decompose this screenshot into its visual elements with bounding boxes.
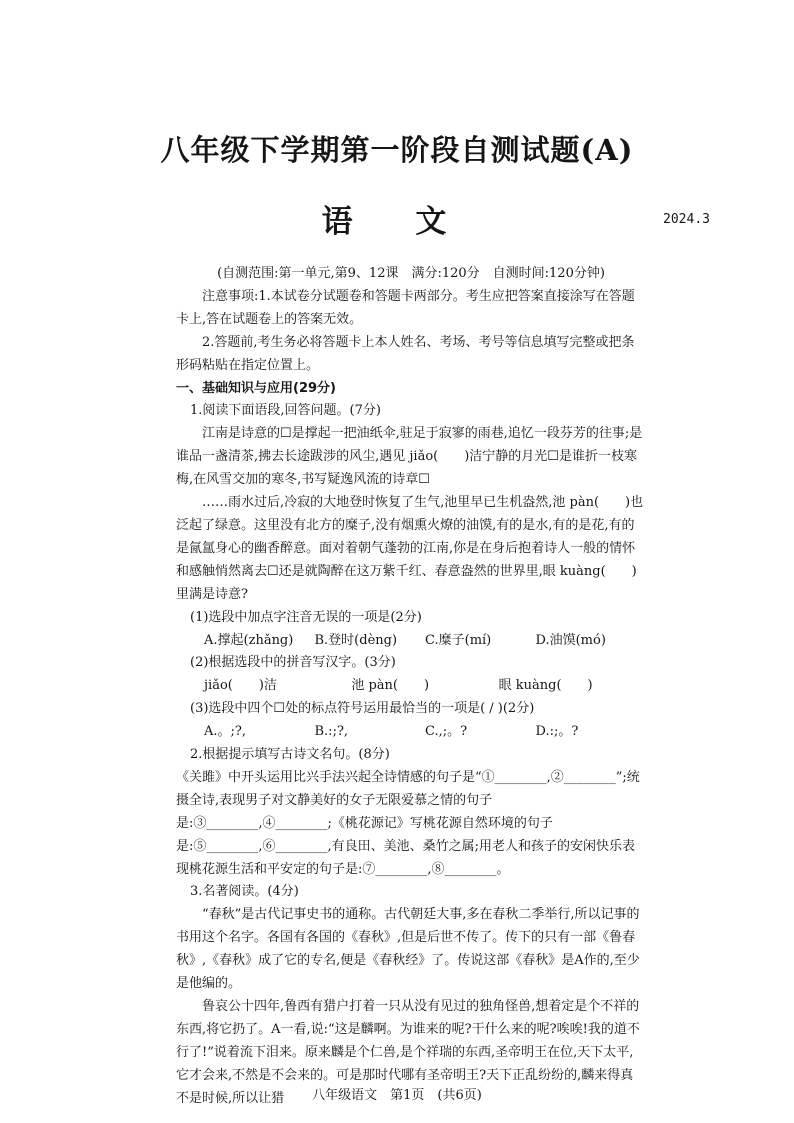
q2-stem: 2.根据提示填写古诗文名句。(8分) (190, 747, 390, 763)
q3-stem: 3.名著阅读。(4分) (190, 884, 299, 900)
q1-sub1-stem: (1)选段中加点字注音无误的一项是(2分) (190, 609, 422, 625)
section-1-heading: 一、基础知识与应用(29分) (176, 380, 336, 396)
exam-content (176, 263, 646, 1111)
option-b: B.:;?, (314, 724, 349, 740)
page-footer: 八年级语文 第1页 (共6页) (312, 1088, 482, 1103)
pinyin-item: jiǎo( )洁 (204, 678, 277, 694)
option-d: D.油馍(mó) (535, 632, 606, 648)
q1-passage-1: 江南是诗意的☐是撑起一把油纸伞,驻足于寂寥的雨巷,追忆一段芬芳的往事;是谁品一盏清茶,拂去长途跋涉的风尘,遇见 jiǎo( )洁宁静的月光☐是谁折一枝寒梅,在风雪交加的寒冬,书写疑逸风流的诗章☐ (176, 426, 643, 488)
q1-sub3-options (176, 721, 646, 744)
option-d: D.:;。? (535, 724, 579, 740)
q2-body: 《关雎》中开头运用比兴手法兴起全诗情感的句子是“①________,②________”;统摄全诗,表现男子对文静美好的女子无限爱慕之情的句子是:③________,④________;《桃花源记》写桃花源自然环境的句子是:⑤________,⑥________,有良田、美池、桑竹之属;用老人和孩子的安闲快乐表现桃花源生活和平安定的句子是:⑦________,⑧________。 (176, 769, 640, 877)
q3-passage-2: 鲁哀公十四年,鲁西有猎户打着一只从没有见过的独角怪兽,想着定是个不祥的东西,将它扔了。A一看,说:“这是麟啊。为谁来的呢?干什么来的呢?唉唉!我的道不行了!”说着流下泪来。原来麟是个仁兽,是个祥瑞的东西,圣帝明王在位,天下太平,它才会来,不然是不会来的。可是那时代哪有圣帝明王?天下正乱纷纷的,麟来得真不是时候,所以让猎 (176, 999, 640, 1106)
option-a: A.。;?, (204, 724, 247, 740)
pinyin-item: 眼 kuàng( ) (498, 678, 593, 694)
option-c: C.糜子(mí) (425, 632, 492, 648)
q1-passage-2: ……雨水过后,冷寂的大地登时恢复了生气,池里早已生机盎然,池 pàn( )也泛起了绿意。这里没有北方的糜子,没有烟熏火燎的油馍,有的是水,有的是花,有的是氤氲身心的幽香醉意。面对着朝气蓬勃的江南,你是在身后抱着诗人一般的情怀和感触悄然离去☐还是就陶醉在这万紫千红、春意盎然的世界里,眼 kuàng( )里满是诗意? (176, 495, 644, 602)
q1-sub2-items (176, 675, 646, 698)
q1-sub3-stem: (3)选段中四个☐处的标点符号运用最恰当的一项是( / )(2分) (190, 701, 535, 717)
scope-line: (自测范围:第一单元,第9、12课 满分:120分 自测时间:120分钟) (217, 266, 605, 281)
pinyin-item: 池 pàn( ) (351, 678, 430, 694)
option-a: A.撑起(zhǎng) (204, 632, 294, 648)
notice-1: 注意事项:1.本试卷分试题卷和答题卡两部分。考生应把答案直接涂写在答题卡上,答在试题卷上的答案无效。 (176, 288, 635, 327)
option-b: B.登时(dèng) (314, 632, 398, 648)
q1-sub2-stem: (2)根据选段中的拼音写汉字。(3分) (190, 655, 396, 671)
q1-stem: 1.阅读下面语段,回答问题。(7分) (190, 403, 381, 419)
exam-subject: 语 文 (321, 204, 473, 240)
q1-sub1-options (176, 630, 646, 653)
exam-title: 八年级下学期第一阶段自测试题(A) (160, 133, 634, 167)
option-c: C.,;。? (425, 724, 468, 740)
notice-2: 2.答题前,考生务必将答题卡上本人姓名、考场、考号等信息填写完整或把条形码粘贴在指定位置上。 (176, 334, 635, 373)
exam-date: 2024.3 (663, 212, 710, 227)
q3-passage-1: “春秋”是古代记事史书的通称。古代朝廷大事,多在春秋二季举行,所以记事的书用这个名字。各国有各国的《春秋》,但是后世不传了。传下的只有一部《鲁春秋》,《春秋》成了它的专名,便是《春秋经》了。传说这部《春秋》是A作的,至少是他编的。 (176, 907, 640, 992)
